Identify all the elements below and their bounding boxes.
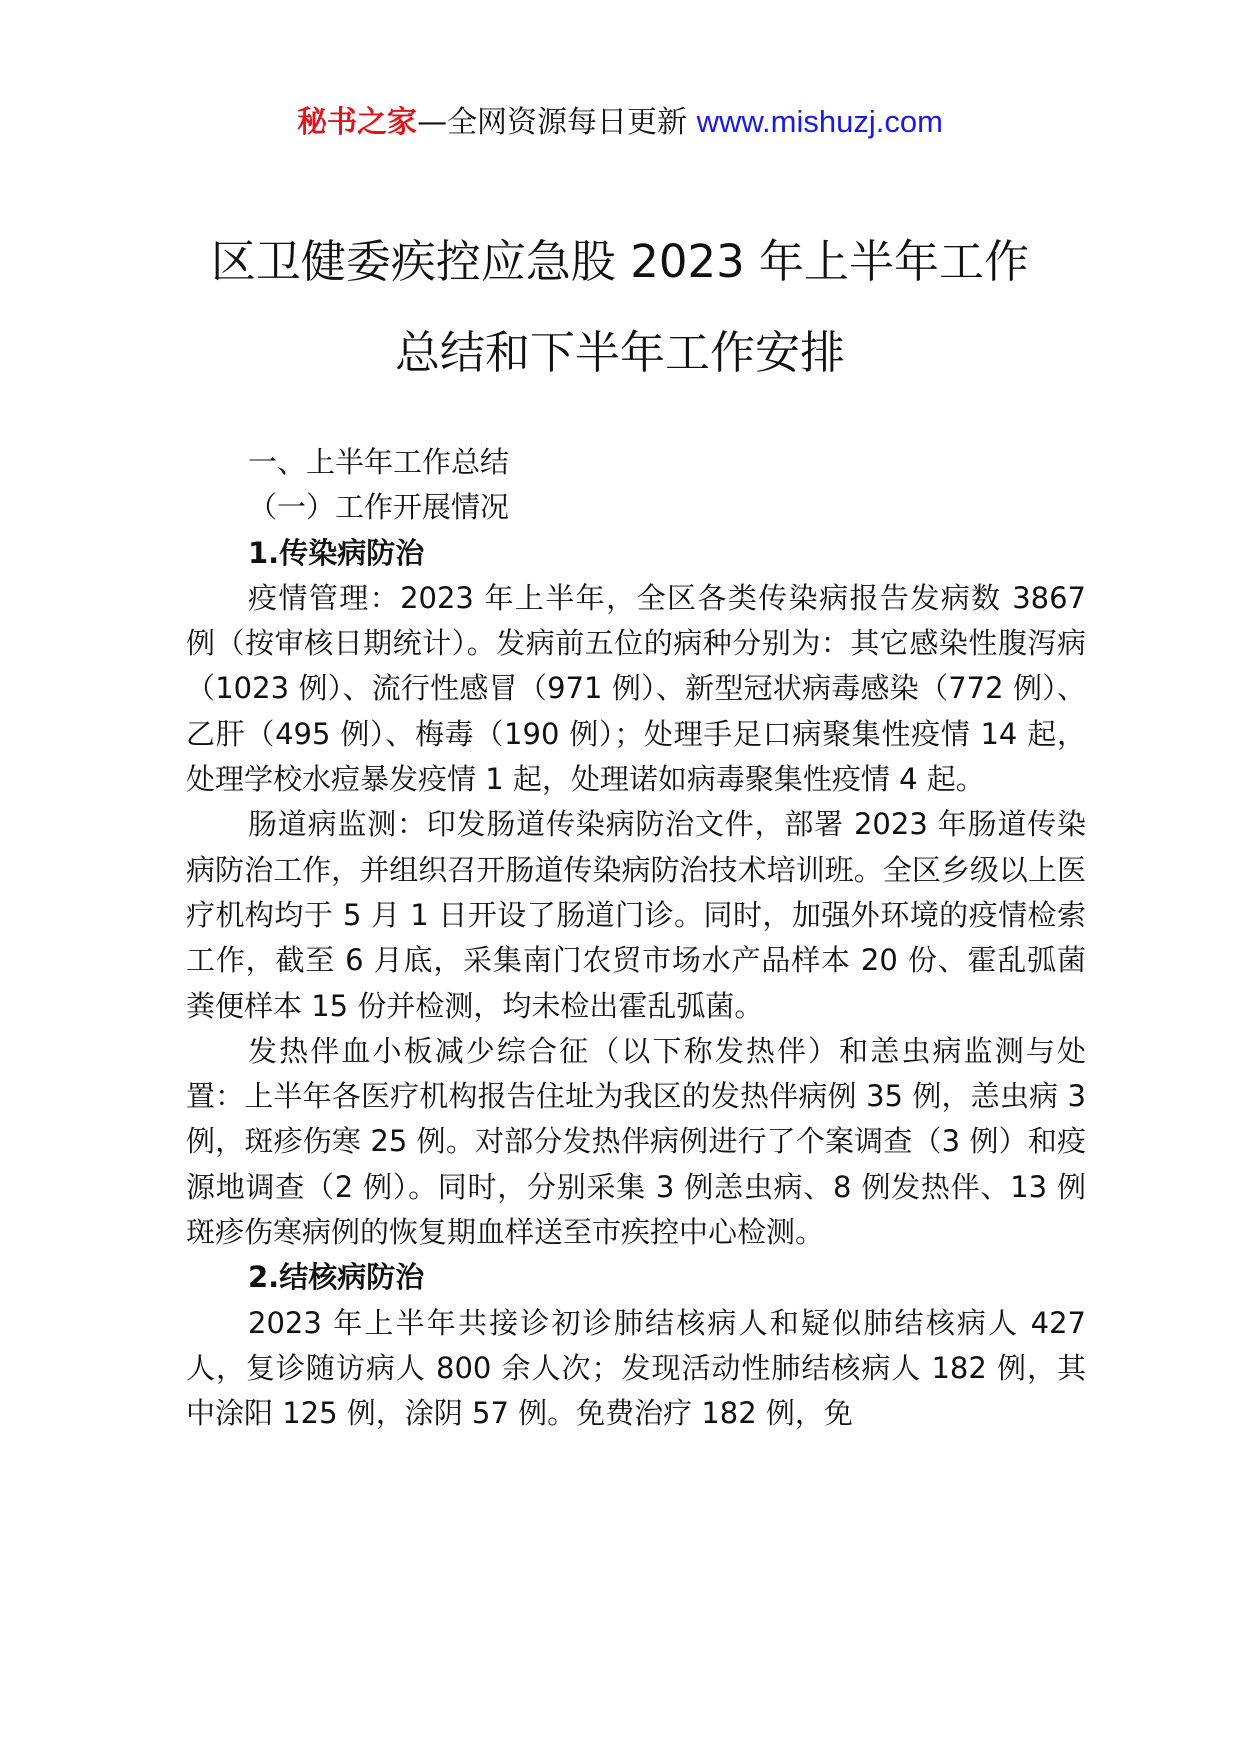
document-title-line-1: 区卫健委疾控应急股 2023 年上半年工作 — [210, 235, 1030, 288]
site-header — [0, 100, 1240, 145]
section-heading: 一、上半年工作总结 — [248, 445, 510, 479]
document-title-line-2: 总结和下半年工作安排 — [394, 326, 845, 379]
paragraph-intestinal-disease: 肠道病监测：印发肠道传染病防治文件，部署 2023 年肠道传染病防治工作，并组织召开肠道传染病防治技术培训班。全区乡级以上医疗机构均于 5 月 1 日开设了肠道门诊。同时，加强外环境的疫情检索工作，截至 6 月底，采集南门农贸市场水产品样本 20 份、霍乱弧菌粪便样本 15 份并检测，均未检出霍乱弧菌。 — [186, 807, 1086, 1023]
paragraph-fever-thrombocytopenia: 发热伴血小板减少综合征（以下称发热伴）和恙虫病监测与处置：上半年各医疗机构报告住址为我区的发热伴病例 35 例，恙虫病 3 例，斑疹伤寒 25 例。对部分发热伴病例进行了个案调查（3 例）和疫源地调查（2 例）。同时，分别采集 3 例恙虫病、8 例发热伴、13 例斑疹伤寒病例的恢复期血样送至市疾控中心检测。 — [186, 1033, 1086, 1250]
document-body — [186, 440, 1086, 1437]
item-heading-infectious-disease: 1.传染病防治 — [248, 535, 425, 570]
brand-name: 秘书之家 — [297, 105, 418, 140]
paragraph-epidemic-management: 疫情管理：2023 年上半年，全区各类传染病报告发病数 3867 例（按审核日期统计）。发病前五位的病种分别为：其它感染性腹泻病（1023 例）、流行性感冒（971 例）、新型冠状病毒感染（772 例）、乙肝（495 例）、梅毒（190 例）；处理手足口病聚集性疫情 14 起，处理学校水痘暴发疫情 1 起，处理诺如病毒聚集性疫情 4 起。 — [186, 580, 1086, 797]
site-url-link[interactable]: www.mishuzj.com — [696, 104, 943, 139]
item-heading-tuberculosis: 2.结核病防治 — [248, 1260, 425, 1295]
paragraph-tuberculosis: 2023 年上半年共接诊初诊肺结核病人和疑似肺结核病人 427 人，复诊随访病人 800 余人次；发现活动性肺结核病人 182 例，其中涂阳 125 例，涂阴 57 例。免费治疗 182 例，免 — [186, 1305, 1086, 1431]
header-tagline: —全网资源每日更新 — [417, 105, 697, 140]
subsection-heading: （一）工作开展情况 — [248, 490, 510, 525]
